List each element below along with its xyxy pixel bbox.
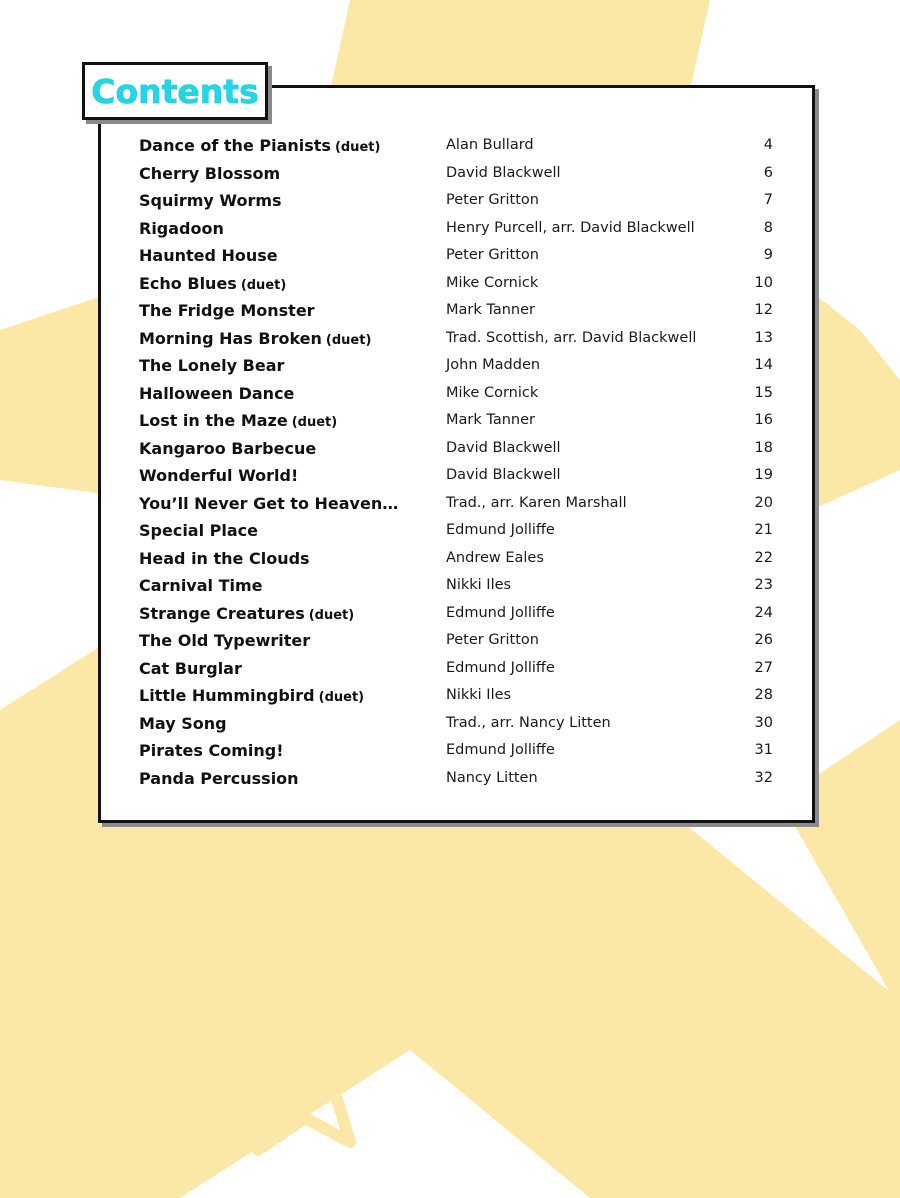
piece-title [139,576,263,595]
contents-row [139,682,773,710]
contents-list [139,132,773,792]
piece-title-text: Haunted House [139,246,278,265]
composer: David Blackwell [446,439,561,456]
page-number: 28 [754,687,773,703]
contents-row [139,737,773,765]
composer: Mike Cornick [446,384,539,401]
page-number: 20 [754,494,773,511]
composer: Trad., arr. Karen Marshall [446,494,627,511]
duet-note: (duet) [334,140,381,155]
composer: Peter Gritton [446,192,539,208]
page-number: 19 [754,467,773,483]
composer: Henry Purcell, arr. David Blackwell [446,219,695,236]
piece-title-text: Dance of the Pianists [139,136,331,155]
piece-title-text: The Old Typewriter [139,631,311,650]
composer: Alan Bullard [446,137,534,153]
piece-title-text: Little Hummingbird [139,686,315,705]
contents-row [139,325,773,353]
piece-title [139,301,315,320]
page-number: 13 [754,329,773,346]
piece-title-text: Squirmy Worms [139,191,282,210]
contents-row [139,462,773,490]
piece-title [139,631,310,650]
page-number: 18 [754,439,773,456]
page-number: 9 [763,247,773,263]
page-number: 16 [754,412,773,428]
piece-title-text: Panda Percussion [139,768,299,788]
piece-title [139,741,284,760]
duet-note: (duet) [291,415,338,430]
composer: Nikki Iles [446,687,512,703]
page-number: 22 [754,549,773,566]
piece-title-text: Cat Burglar [139,658,242,678]
piece-title-text: The Fridge Monster [139,301,315,320]
composer: Mark Tanner [446,302,535,318]
composer: Edmund Jolliffe [446,604,555,621]
piece-title-text: Rigadoon [139,218,224,238]
contents-row [139,297,773,325]
piece-title-text: Strange Creatures [139,603,305,623]
contents-row [139,435,773,463]
piece-title-text: Morning Has Broken [139,328,322,348]
composer: Edmund Jolliffe [446,659,555,676]
piece-title [139,604,354,623]
composer: Trad., arr. Nancy Litten [446,714,611,731]
composer: Nikki Iles [446,577,512,593]
composer: John Madden [446,357,541,373]
page-number: 8 [763,219,773,236]
page-number: 23 [754,577,773,593]
piece-title [139,466,298,485]
contents-row [139,600,773,628]
piece-title-text: Cherry Blossom [139,163,281,183]
contents-row [139,545,773,573]
contents-row [139,655,773,683]
contents-row [139,380,773,408]
composer: Nancy Litten [446,769,538,786]
contents-row [139,710,773,738]
duet-note: (duet) [308,607,355,623]
page-number: 21 [754,522,773,538]
piece-title [139,246,278,265]
page-title: Contents [91,71,259,111]
page-number: 30 [754,714,773,731]
page-number: 24 [754,604,773,621]
contents-row [139,352,773,380]
page-number: 7 [763,192,773,208]
piece-title-text: You’ll Never Get to Heaven… [139,493,399,513]
duet-note: (duet) [318,690,365,705]
piece-title-text: Pirates Coming! [139,741,284,760]
composer: Trad. Scottish, arr. David Blackwell [446,329,697,346]
contents-row [139,627,773,655]
composer: Edmund Jolliffe [446,522,555,538]
composer: Mike Cornick [446,274,539,291]
piece-title [139,384,294,403]
piece-title [139,274,286,293]
piece-title [139,411,337,430]
piece-title-text: The Lonely Bear [139,356,285,375]
page-number: 27 [754,659,773,676]
composer: Peter Gritton [446,632,539,648]
contents-row [139,215,773,243]
piece-title-text: Carnival Time [139,576,263,595]
piece-title [139,714,227,733]
piece-title-text: May Song [139,713,227,733]
duet-note: (duet) [240,277,287,293]
piece-title [139,356,284,375]
composer: Edmund Jolliffe [446,742,555,758]
piece-title-text: Halloween Dance [139,383,295,403]
piece-title [139,164,280,183]
page-number: 15 [754,384,773,401]
page-number: 6 [763,164,773,181]
page-number: 26 [754,632,773,648]
contents-heading-box [82,62,268,120]
piece-title [139,329,371,348]
contents-row [139,132,773,160]
piece-title-text: Lost in the Maze [139,411,288,430]
piece-title [139,136,380,155]
piece-title [139,769,299,788]
contents-row [139,572,773,600]
page-number: 31 [754,742,773,758]
piece-title-text: Wonderful World! [139,466,299,485]
contents-row [139,187,773,215]
page-number: 4 [763,137,773,153]
contents-row [139,517,773,545]
page-number: 10 [754,274,773,291]
composer: David Blackwell [446,164,561,181]
contents-row [139,242,773,270]
piece-title [139,521,258,540]
piece-title [139,494,398,513]
page-number: 32 [754,769,773,786]
piece-title-text: Head in the Clouds [139,548,310,568]
composer: David Blackwell [446,467,561,483]
contents-row [139,160,773,188]
piece-title-text: Kangaroo Barbecue [139,438,317,458]
contents-row [139,407,773,435]
page-number: 14 [754,357,773,373]
page-number: 12 [754,302,773,318]
piece-title-text: Special Place [139,521,258,540]
piece-title-text: Echo Blues [139,273,237,293]
piece-title [139,439,316,458]
duet-note: (duet) [325,332,372,348]
contents-row [139,270,773,298]
composer: Andrew Eales [446,549,544,566]
piece-title [139,659,242,678]
contents-row [139,765,773,793]
piece-title [139,686,364,705]
piece-title [139,191,282,210]
piece-title [139,219,224,238]
composer: Peter Gritton [446,247,539,263]
contents-row [139,490,773,518]
composer: Mark Tanner [446,412,535,428]
piece-title [139,549,310,568]
